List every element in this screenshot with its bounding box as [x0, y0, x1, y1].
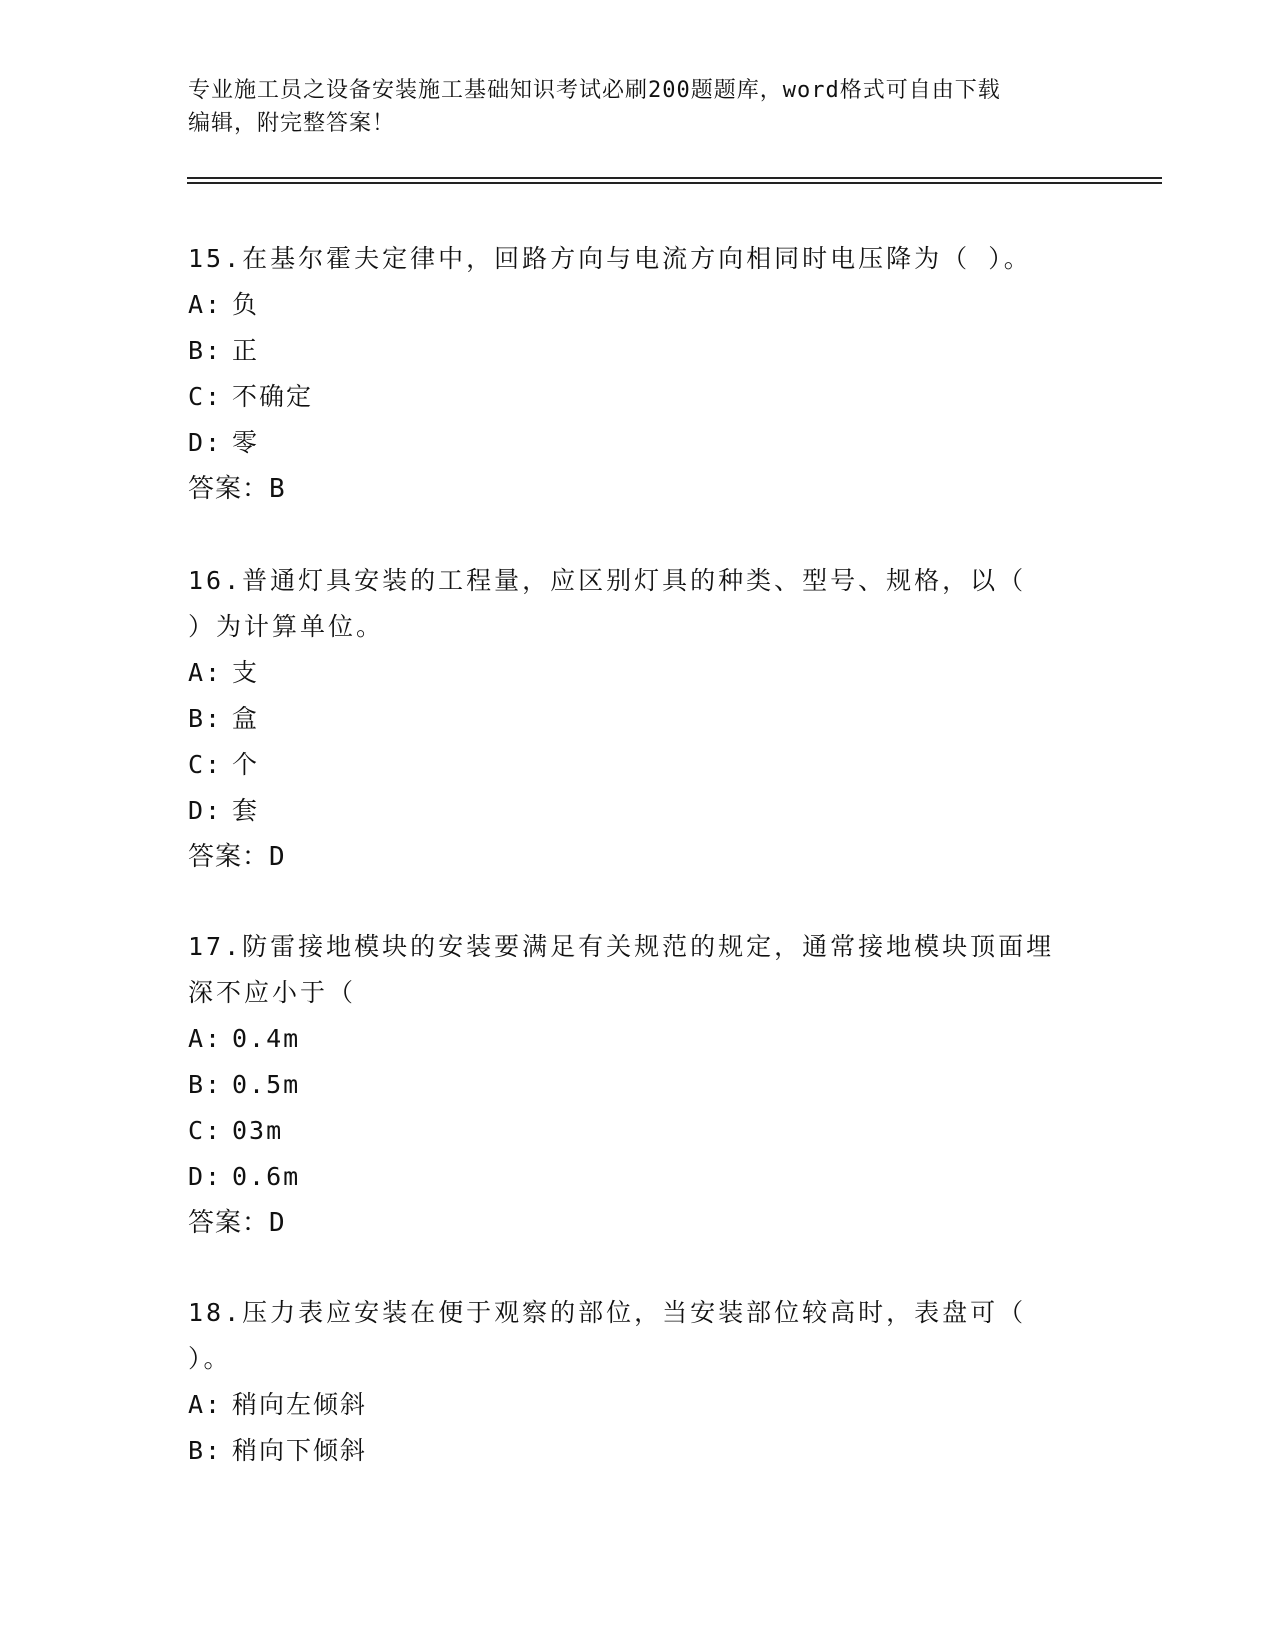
- option-text: 0.4m: [232, 1024, 301, 1053]
- option-text: 盒: [232, 704, 260, 733]
- option-text: 支: [232, 658, 260, 687]
- option-text: 不确定: [232, 382, 314, 411]
- option-b: [188, 1062, 1088, 1108]
- option-key: A:: [188, 290, 223, 319]
- option-text: 0.6m: [232, 1162, 301, 1191]
- option-key: B:: [188, 1070, 223, 1099]
- question-18: [188, 1290, 1088, 1474]
- answer-line: [188, 466, 1088, 512]
- option-text: 负: [232, 290, 260, 319]
- option-text: 零: [232, 428, 260, 457]
- option-b: [188, 696, 1088, 742]
- question-stem-line-2: 深不应小于（: [188, 978, 357, 1007]
- answer-value: B: [269, 474, 286, 504]
- header-divider-top: [187, 177, 1162, 179]
- option-a: [188, 650, 1088, 696]
- option-c: [188, 1108, 1088, 1154]
- option-key: C:: [188, 1116, 223, 1145]
- header-line-2: 编辑，附完整答案！: [188, 111, 396, 136]
- header-divider-bottom: [187, 182, 1162, 184]
- option-text: 正: [232, 336, 260, 365]
- option-text: 稍向左倾斜: [232, 1390, 368, 1419]
- option-key: D:: [188, 796, 223, 825]
- option-key: A:: [188, 658, 223, 687]
- option-text: 个: [232, 750, 260, 779]
- question-stem: 15.在基尔霍夫定律中，回路方向与电流方向相同时电压降为（ ）。: [188, 244, 1032, 273]
- answer-value: D: [269, 842, 286, 872]
- option-c: [188, 374, 1088, 420]
- question-17: [188, 924, 1088, 1246]
- answer-label: 答案：: [188, 474, 270, 504]
- option-a: [188, 282, 1088, 328]
- answer-value: D: [269, 1208, 286, 1238]
- question-stem-line-1: 16.普通灯具安装的工程量，应区别灯具的种类、型号、规格，以（: [188, 566, 1027, 595]
- option-a: [188, 1382, 1088, 1428]
- option-a: [188, 1016, 1088, 1062]
- option-d: [188, 420, 1088, 466]
- option-key: A:: [188, 1024, 223, 1053]
- option-text: 稍向下倾斜: [232, 1436, 368, 1465]
- document-header: [188, 74, 1088, 140]
- option-d: [188, 788, 1088, 834]
- header-line-1: 专业施工员之设备安装施工基础知识考试必刷200题题库，word格式可自由下载: [188, 78, 1001, 103]
- question-stem-line-1: 18.压力表应安装在便于观察的部位，当安装部位较高时，表盘可（: [188, 1298, 1027, 1327]
- answer-line: [188, 1200, 1088, 1246]
- answer-line: [188, 834, 1088, 880]
- option-text: 0.5m: [232, 1070, 301, 1099]
- option-key: B:: [188, 336, 223, 365]
- option-b: [188, 1428, 1088, 1474]
- question-stem-line-1: 17.防雷接地模块的安装要满足有关规范的规定，通常接地模块顶面埋: [188, 932, 1055, 961]
- option-key: D:: [188, 428, 223, 457]
- option-key: D:: [188, 1162, 223, 1191]
- option-text: 03m: [232, 1116, 284, 1145]
- answer-label: 答案：: [188, 1208, 270, 1238]
- option-key: B:: [188, 1436, 223, 1465]
- question-stem-line-2: ）为计算单位。: [188, 612, 385, 641]
- option-text: 套: [232, 796, 260, 825]
- option-key: C:: [188, 750, 223, 779]
- answer-label: 答案：: [188, 842, 270, 872]
- question-16: [188, 558, 1088, 880]
- option-c: [188, 742, 1088, 788]
- option-key: A:: [188, 1390, 223, 1419]
- question-stem-line-2: ）。: [188, 1344, 232, 1373]
- option-b: [188, 328, 1088, 374]
- option-d: [188, 1154, 1088, 1200]
- option-key: B:: [188, 704, 223, 733]
- option-key: C:: [188, 382, 223, 411]
- question-15: [188, 236, 1088, 512]
